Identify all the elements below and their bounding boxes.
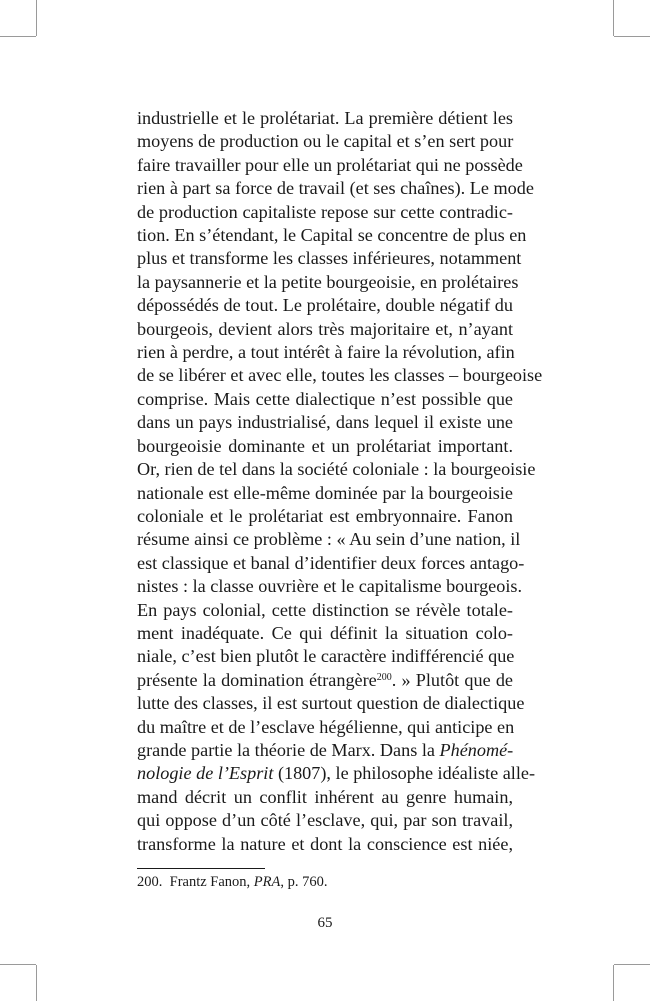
text-line: bourgeois, devient alors très majoritaire et, n’ayant — [137, 318, 513, 339]
footnote-author: Frantz Fanon, — [169, 874, 251, 890]
page-number: 65 — [317, 915, 333, 931]
text-line: Or, rien de tel dans la société coloniale : la bourgeoisie — [137, 459, 536, 480]
text-line: niale, c’est bien plutôt le caractère indifférencié que — [137, 646, 515, 667]
text-line: nistes : la classe ouvrière et le capitalisme bourgeois. — [137, 576, 523, 597]
crop-mark-bottom-left-h — [0, 964, 36, 965]
text-line: transforme la nature et dont la conscience est niée, — [137, 833, 513, 854]
text-line: bourgeoisie dominante et un prolétariat important. — [137, 435, 513, 456]
text-line: ment inadéquate. Ce qui définit la situation colo- — [137, 622, 513, 643]
text-line — [137, 739, 513, 762]
text-line — [137, 762, 536, 785]
footnote-page: , p. 760. — [280, 874, 328, 890]
footnote-reference[interactable]: 200 — [376, 671, 392, 683]
crop-mark-top-right — [613, 0, 614, 36]
text-line: nationale est elle-même dominée par la bourgeoisie — [137, 482, 513, 503]
text-line: comprise. Mais cette dialectique n’est possible que — [137, 388, 513, 409]
crop-mark-bottom-left — [36, 965, 37, 1001]
text-line: du maître et de l’esclave hégélienne, qui anticipe en — [137, 716, 515, 737]
text-line: qui oppose d’un côté l’esclave, qui, par son travail, — [137, 810, 513, 831]
text-line: coloniale et le prolétariat est embryonnaire. Fanon — [137, 505, 513, 526]
text-line: rien à perdre, a tout intérêt à faire la révolution, afin — [137, 342, 515, 363]
text-line: résume ainsi ce problème : « Au sein d’une nation, il — [137, 529, 521, 550]
text-line: de production capitaliste repose sur cette contradic- — [137, 201, 513, 222]
crop-mark-top-left — [36, 0, 37, 36]
text-line: est classique et banal d’identifier deux forces antago- — [137, 552, 525, 573]
crop-mark-top-right-h — [614, 36, 650, 37]
text-line: la paysannerie et la petite bourgeoisie, en prolétaires — [137, 271, 519, 292]
text-line: industrielle et le prolétariat. La première détient les — [137, 108, 513, 128]
text-line: rien à part sa force de travail (et ses chaînes). Le mode — [137, 178, 534, 199]
italic-title: nologie de l’Esprit — [137, 763, 274, 784]
body-paragraph — [137, 107, 543, 856]
text-line: plus et transforme les classes inférieures, notamment — [137, 248, 522, 269]
crop-mark-bottom-right — [613, 965, 614, 1001]
text-line: En pays colonial, cette distinction se révèle totale- — [137, 599, 513, 620]
text-line: dépossédés de tout. Le prolétaire, double négatif du — [137, 295, 513, 316]
crop-mark-top-left-h — [0, 36, 36, 37]
text-line: dans un pays industrialisé, dans lequel il existe une — [137, 412, 513, 433]
text-segment: (1807), le philosophe idéaliste alle- — [273, 763, 536, 784]
text-line: tion. En s’étendant, le Capital se concentre de plus en — [137, 225, 527, 246]
text-segment: présente la domination étrangère — [137, 669, 377, 690]
text-line: mand décrit un conflit inhérent au genre humain, — [137, 786, 513, 807]
text-line: de se libérer et avec elle, toutes les classes – bourgeoise — [137, 365, 543, 386]
text-line: faire travailler pour elle un prolétariat qui ne possède — [137, 154, 523, 175]
footnote-rule — [137, 868, 265, 869]
text-line: lutte des classes, il est surtout question de dialectique — [137, 693, 525, 714]
crop-mark-bottom-right-h — [614, 964, 650, 965]
footnote — [137, 873, 328, 891]
italic-title: Phénomé- — [439, 739, 514, 760]
footnote-work: PRA — [253, 874, 281, 890]
text-segment: grande partie la théorie de Marx. Dans la — [137, 739, 440, 760]
text-segment: . » Plutôt que de — [391, 669, 513, 690]
footnote-number: 200. — [137, 874, 163, 890]
text-line: moyens de production ou le capital et s’en sert pour — [137, 131, 514, 152]
text-line — [137, 669, 513, 692]
